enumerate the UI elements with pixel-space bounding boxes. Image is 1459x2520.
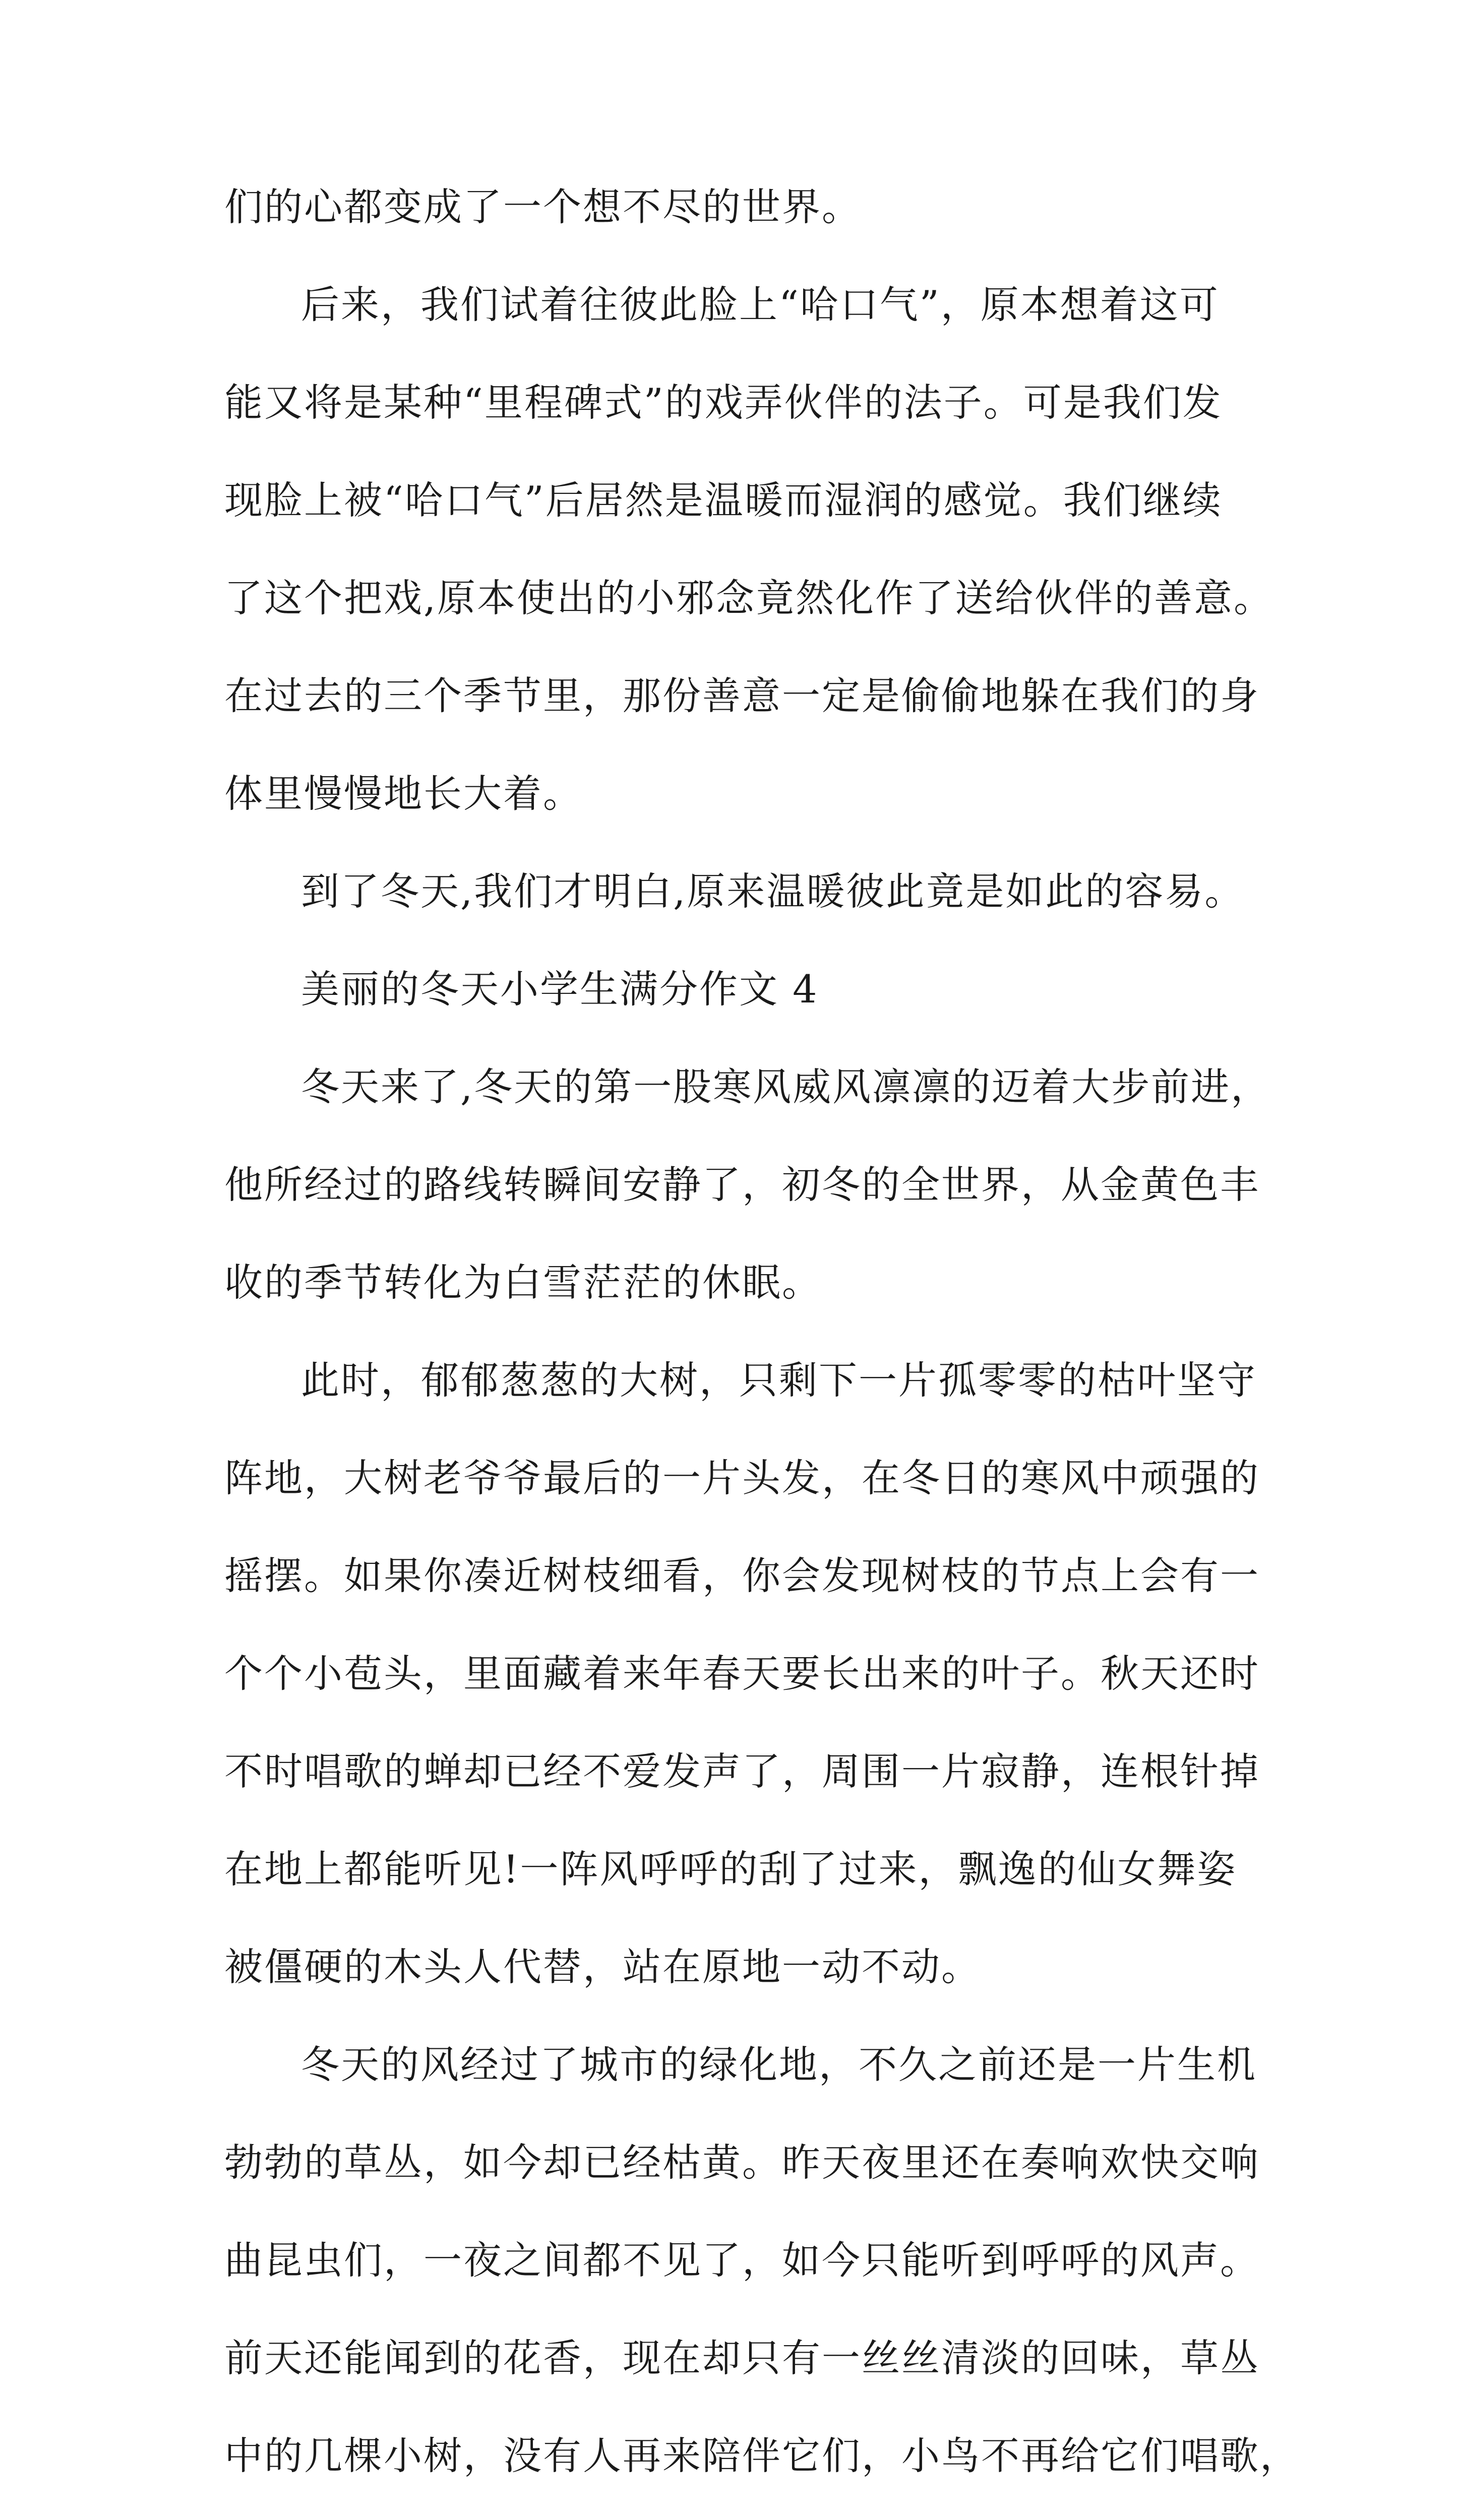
- text-line: 勃勃的草丛，如今却已经枯黄。昨天夜里还在奏响欢快交响: [224, 2140, 1260, 2185]
- text-line: 个个小苞头，里面藏着来年春天要长出来的叶子。秋天还时: [224, 1651, 1260, 1696]
- text-line: 收的季节转化为白雪茫茫的休眠。: [224, 1260, 822, 1305]
- paragraph-start-line: 后来，我们试着往彼此脸上“哈口气”，原本想着这可: [301, 282, 1220, 327]
- text-line: 在过去的三个季节里，那份善意一定是偷偷地躲在我们的身: [224, 673, 1260, 718]
- document-body: [224, 183, 1300, 2520]
- section-heading: 美丽的冬天小学生满分作文 4: [301, 967, 819, 1012]
- text-line: 阵地，大树老爷爷最后的一片头发，在冬日的寒风中顽强的: [224, 1456, 1260, 1500]
- text-line: 曲昆虫们，一夜之间都不见了，如今只能听到呼呼的风声。: [224, 2238, 1260, 2283]
- text-line: 在地上都能听见!一阵风呼呼的刮了过来，飘逸的仙女舞姿: [224, 1847, 1237, 1892]
- paragraph-start-line: 到了冬天,我们才明白,原来温暖彼此竟是如此的容易。: [301, 869, 1245, 914]
- text-line: 能又将是某种“里程碑式”的戏弄伙伴的法子。可是我们发: [224, 380, 1223, 425]
- text-line: 他所经过的路线转瞬间安静了，初冬的全世界，从金黄色丰: [224, 1162, 1260, 1207]
- text-line: 不时唱歌的蝉却已经不爱发声了，周围一片寂静，连根针掉: [224, 1749, 1260, 1794]
- text-line: 摇摆。如果你凑近树枝细看，你会发现树枝的节点上会有一: [224, 1553, 1260, 1598]
- text-line: 体里慢慢地长大着。: [224, 771, 583, 816]
- paragraph-start-line: 冬天的风经过了城市的绿化地，不久之前还是一片生机: [301, 2042, 1257, 2087]
- text-line: 前天还能闻到的花香，现在却只有一丝丝清淡的回味，草丛: [224, 2336, 1260, 2380]
- text-line: 们的心都变成了一个想不尽的世界。: [224, 184, 862, 229]
- paragraph-start-line: 此时，郁郁葱葱的大树，只剩下一片孤零零的枯叶坚守: [301, 1358, 1257, 1403]
- text-line: 被僵硬的木头人代替，站在原地一动不动。: [224, 1944, 981, 1989]
- text-line: 现脸上被“哈口气”后居然是温暖而湿润的感觉。我们继续: [224, 478, 1223, 523]
- text-line: 中的几棵小树，没有人再来陪伴它们，小鸟不再给它们唱歌，: [224, 2433, 1300, 2478]
- text-line: 了这个把戏,原本使出的小邪念竟然化作了送给伙伴的善意。: [224, 576, 1274, 620]
- paragraph-start-line: 冬天来了,冬天的第一股寒风威风凛凛的迈着大步前进，: [301, 1064, 1271, 1109]
